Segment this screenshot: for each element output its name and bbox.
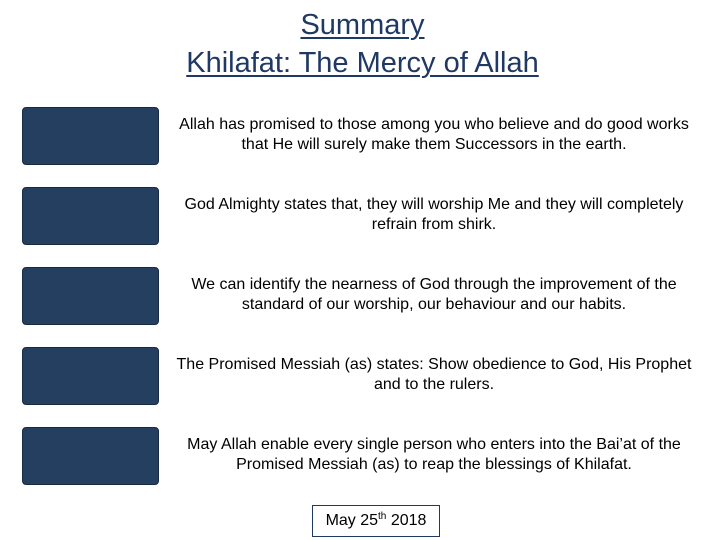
summary-box-2 <box>22 187 159 245</box>
title-khilafat: Khilafat: The Mercy of Allah <box>186 47 539 79</box>
title-summary: Summary <box>300 9 425 41</box>
summary-text-5: May Allah enable every single person who enters into the Bai’at of the Promised Messiah (as) to reap the blessings of Khilafat. <box>187 436 681 473</box>
summary-box-4 <box>22 347 159 405</box>
summary-text-1: Allah has promised to those among you who believe and do good works that He will surely make them Successors in the earth. <box>179 116 689 153</box>
date-label <box>312 505 440 537</box>
summary-box-1 <box>22 107 159 165</box>
summary-text-4: The Promised Messiah (as) states: Show obedience to God, His Prophet and to the rulers. <box>176 356 692 393</box>
summary-row-5 <box>22 427 702 485</box>
summary-box-3 <box>22 267 159 325</box>
date-year: 2018 <box>386 512 427 529</box>
date-ordinal-suffix: th <box>378 511 387 522</box>
summary-row-4 <box>22 347 702 405</box>
summary-box-5 <box>22 427 159 485</box>
summary-row-3 <box>22 267 702 325</box>
date-month-day: May 25 <box>325 512 379 529</box>
summary-text-2: God Almighty states that, they will worship Me and they will completely refrain from shirk. <box>184 196 684 233</box>
summary-row-2 <box>22 187 702 245</box>
summary-row-1 <box>22 107 702 165</box>
summary-text-3: We can identify the nearness of God through the improvement of the standard of our worship, our behaviour and our habits. <box>191 276 677 313</box>
